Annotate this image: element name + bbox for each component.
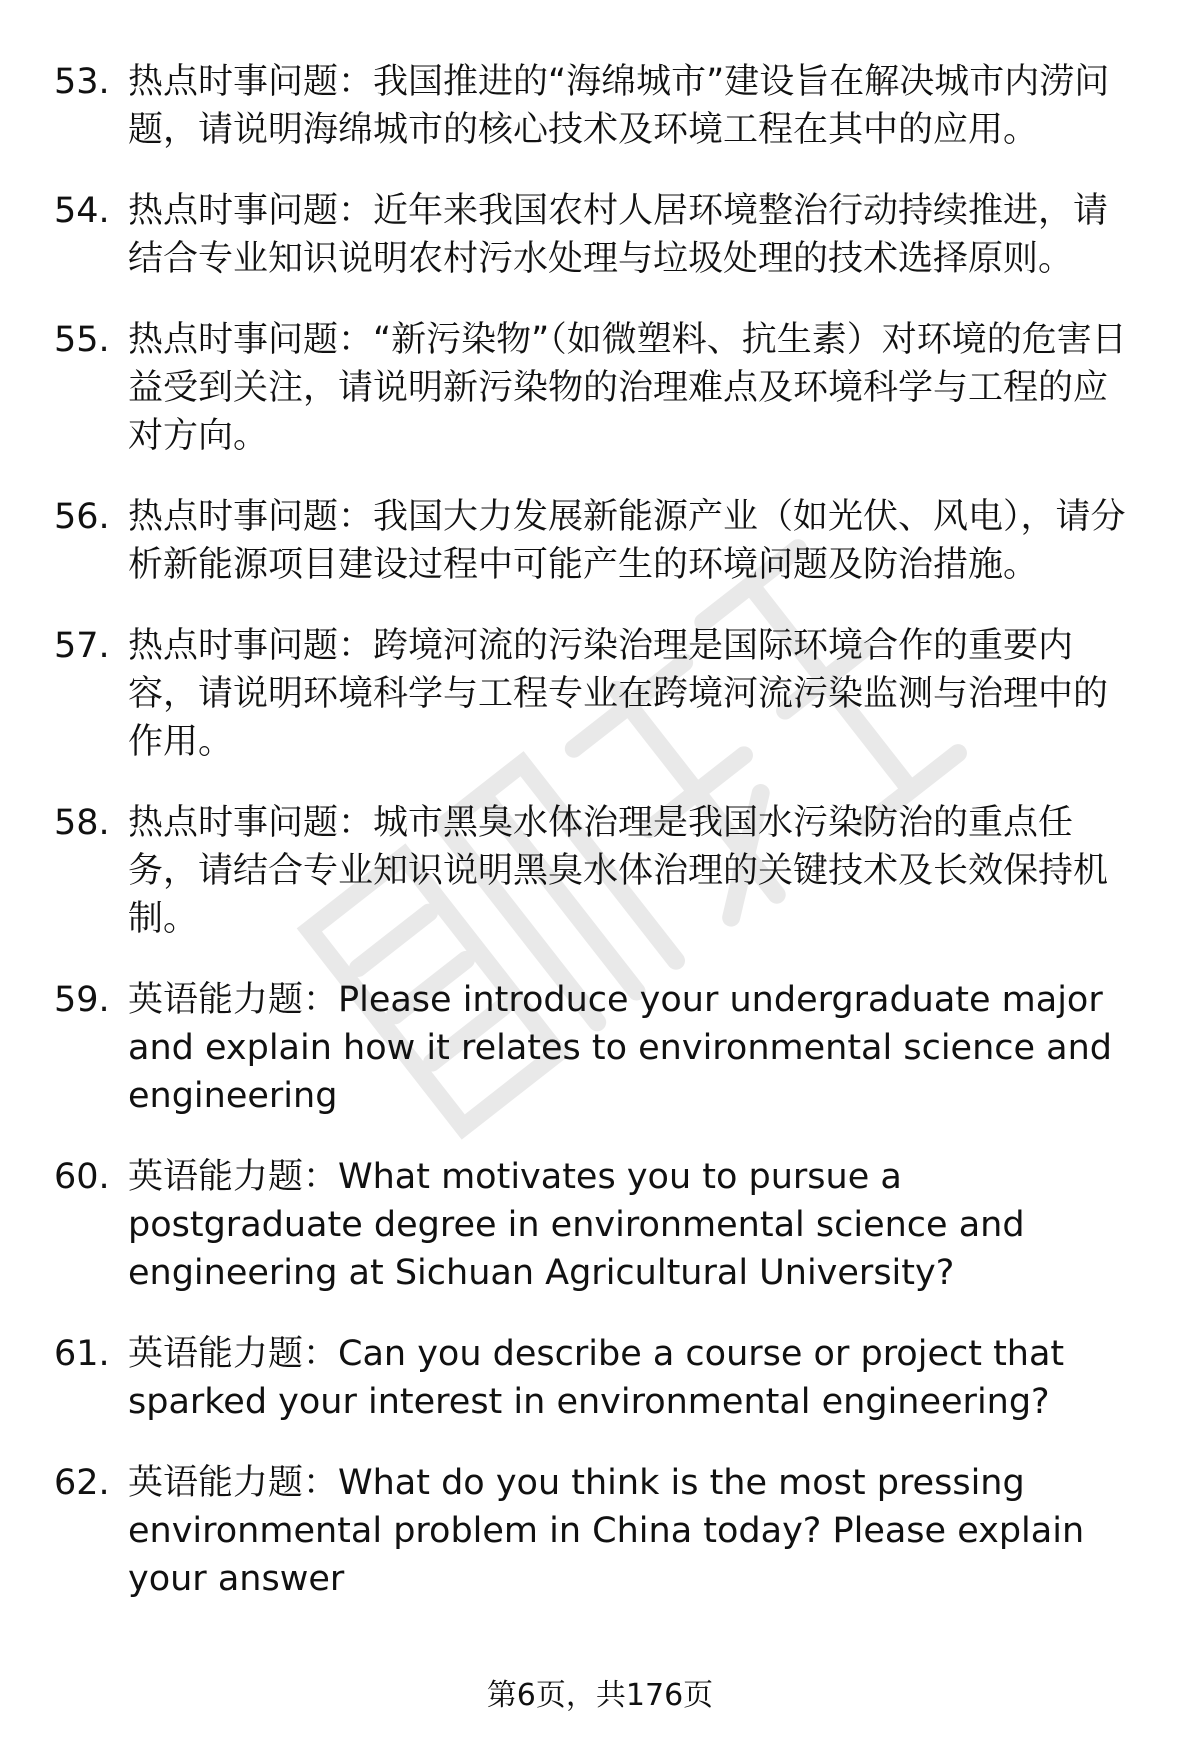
question-text: 热点时事问题：近年来我国农村人居环境整治行动持续推进，请结合专业知识说明农村污水处理与垃圾处理的技术选择原则。 — [128, 191, 1109, 279]
question-number: 55. — [54, 320, 110, 360]
question-text: 热点时事问题：城市黑臭水体治理是我国水污染防治的重点任务，请结合专业知识说明黑臭水体治理的关键技术及长效保持机制。 — [128, 803, 1109, 939]
question-number: 53. — [54, 62, 110, 102]
list-item — [54, 799, 1154, 943]
list-item — [54, 622, 1154, 766]
question-number: 54. — [54, 191, 110, 231]
list-item — [54, 1153, 1154, 1297]
question-text: 热点时事问题：我国大力发展新能源产业（如光伏、风电），请分析新能源项目建设过程中可能产生的环境问题及防治措施。 — [128, 497, 1126, 585]
page-footer: 第6页，共176页 — [486, 1678, 714, 1713]
question-number: 62. — [54, 1463, 110, 1503]
list-item — [54, 187, 1154, 283]
question-number: 59. — [54, 980, 110, 1020]
question-number: 61. — [54, 1334, 110, 1374]
list-item — [54, 1459, 1154, 1603]
question-text: 英语能力题：What motivates you to pursue a postgraduate degree in environmental science and engineering at Sichuan Agricultural University? — [128, 1157, 1025, 1293]
question-text: 热点时事问题：“新污染物”（如微塑料、抗生素）对环境的危害日益受到关注，请说明新污染物的治理难点及环境科学与工程的应对方向。 — [128, 320, 1127, 456]
list-item — [54, 58, 1154, 154]
question-list — [54, 58, 1154, 1636]
question-text: 英语能力题：Can you describe a course or project that sparked your interest in environmental engineering? — [128, 1334, 1065, 1422]
question-number: 60. — [54, 1157, 110, 1197]
question-text: 热点时事问题：我国推进的“海绵城市”建设旨在解决城市内涝问题，请说明海绵城市的核心技术及环境工程在其中的应用。 — [128, 62, 1110, 150]
question-number: 58. — [54, 803, 110, 843]
question-number: 57. — [54, 626, 110, 666]
question-text: 英语能力题：Please introduce your undergraduate major and explain how it relates to environmental science and engineering — [128, 980, 1113, 1116]
question-text: 英语能力题：What do you think is the most pressing environmental problem in China today? Please explain your answer — [128, 1463, 1085, 1599]
question-number: 56. — [54, 497, 110, 537]
list-item — [54, 493, 1154, 589]
list-item — [54, 1330, 1154, 1426]
question-text: 热点时事问题：跨境河流的污染治理是国际环境合作的重要内容，请说明环境科学与工程专业在跨境河流污染监测与治理中的作用。 — [128, 626, 1109, 762]
list-item — [54, 976, 1154, 1120]
list-item — [54, 316, 1154, 460]
